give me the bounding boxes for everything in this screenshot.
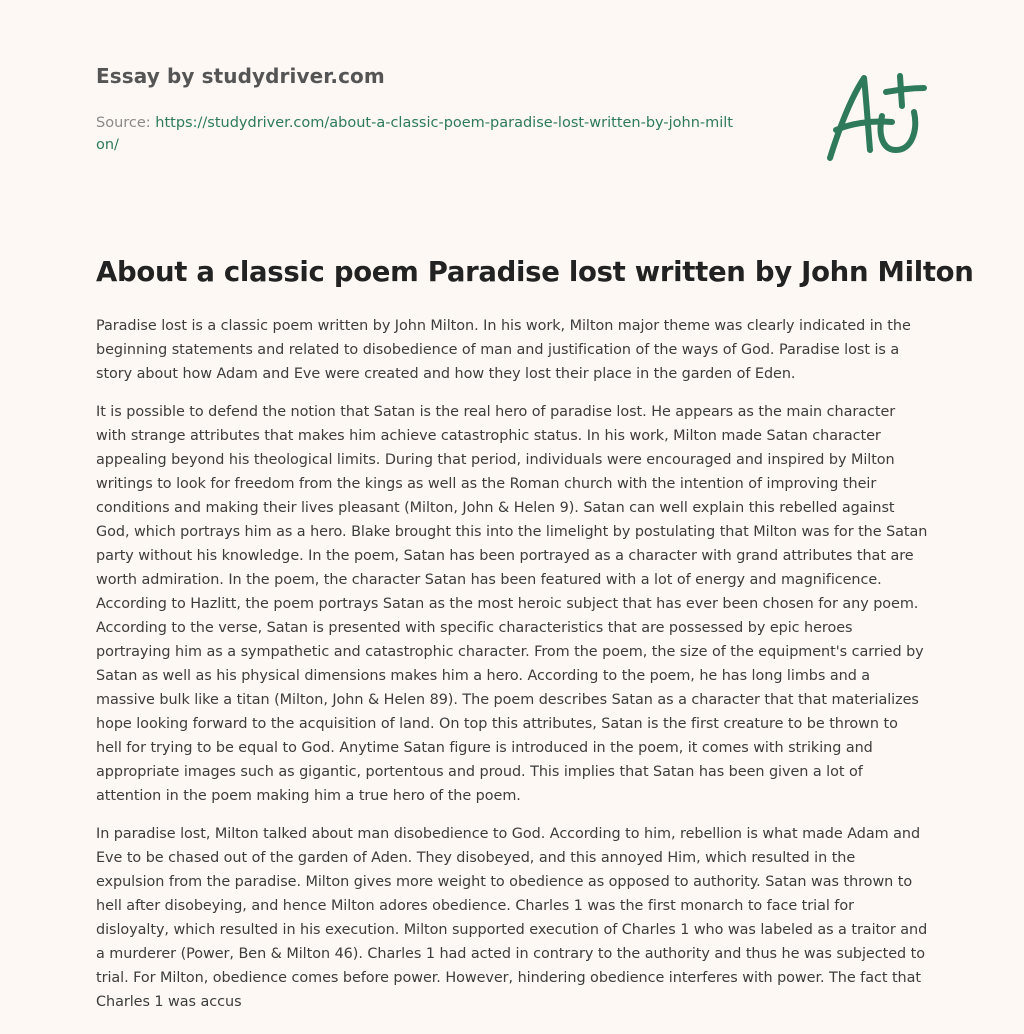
article-body (96, 314, 928, 1034)
source-label: Source: (96, 115, 156, 131)
paragraph: It is possible to defend the notion that Satan is the real hero of paradise lost. He appears as the main character with strange attributes that makes him achieve catastrophic status. In his work, Milton made Satan character appealing beyond his theological limits. During that period, individuals were encouraged and inspired by Milton writings to look for freedom from the kings as well as the Roman church with the intention of improving their conditions and making their lives pleasant (Milton, John & Helen 9). Satan can well explain this rebelled against God, which portrays him as a hero. Blake brought this into the limelight by postulating that Milton was for the Satan party without his knowledge. In the poem, Satan has been portrayed as a character with grand attributes that are worth admiration. In the poem, the character Satan has been featured with a lot of energy and magnificence. According to Hazlitt, the poem portrays Satan as the most heroic subject that has ever been chosen for any poem. According to the verse, Satan is presented with specific characteristics that are possessed by epic heroes portraying him as a sympathetic and catastrophic character. From the poem, the size of the equipment's carried by Satan as well as his physical dimensions makes him a hero. According to the poem, he has long limbs and a massive bulk like a titan (Milton, John & Helen 89). The poem describes Satan as a character that that materializes hope looking forward to the acquisition of land. On top this attributes, Satan is the first creature to be thrown to hell for trying to be equal to God. Anytime Satan figure is introduced in the poem, it comes with striking and appropriate images such as gigantic, portentous and proud. This implies that Satan has been given a lot of attention in the poem making him a true hero of the poem. (96, 404, 928, 804)
paragraph: Paradise lost is a classic poem written by John Milton. In his work, Milton major theme was clearly indicated in the beginning statements and related to disobedience of man and justification of the ways of God. Paradise lost is a story about how Adam and Eve were created and how they lost their place in the garden of Eden. (96, 318, 911, 382)
a-plus-grade-icon (820, 66, 930, 166)
source-line (96, 112, 736, 156)
article-title: About a classic poem Paradise lost written by John Milton (96, 256, 974, 288)
a-plus-logo-svg (820, 66, 930, 166)
source-link[interactable]: https://studydriver.com/about-a-classic-poem-paradise-lost-written-by-john-milton/ (96, 115, 733, 153)
paragraph: In paradise lost, Milton talked about man disobedience to God. According to him, rebellion is what made Adam and Eve to be chased out of the garden of Aden. They disobeyed, and this annoyed Him, which resulted in the expulsion from the paradise. Milton gives more weight to obedience as opposed to authority. Satan was thrown to hell after disobeying, and hence Milton adores obedience. Charles 1 was the first monarch to face trial for disloyalty, which resulted in his execution. Milton supported execution of Charles 1 who was labeled as a traitor and a murderer (Power, Ben & Milton 46). Charles 1 had acted in contrary to the authority and thus he was subjected to trial. For Milton, obedience comes before power. However, hindering obedience interferes with power. The fact that Charles 1 was accus (96, 826, 928, 1010)
site-title: Essay by studydriver.com (96, 64, 385, 88)
